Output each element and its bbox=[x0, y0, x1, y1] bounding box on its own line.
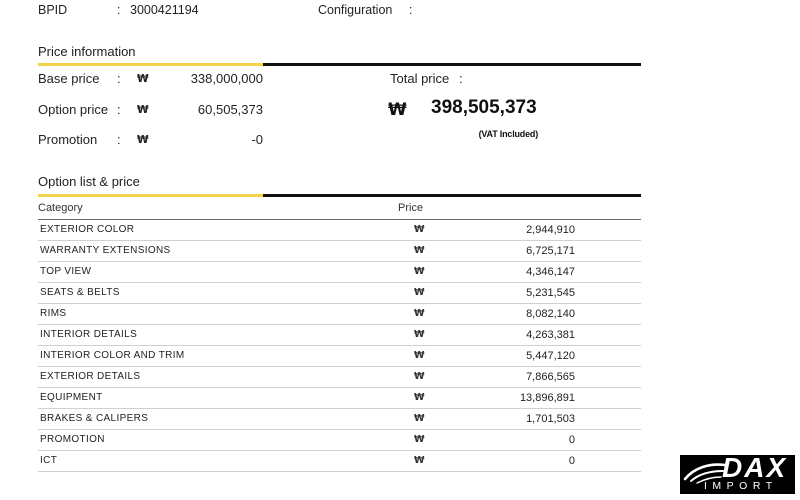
logo-brand: DAX bbox=[722, 455, 788, 483]
table-header bbox=[38, 198, 641, 220]
table-row bbox=[38, 241, 641, 262]
won-currency-symbol: ₩ bbox=[388, 100, 407, 120]
promotion-value: -0 bbox=[251, 132, 263, 147]
option-category: INTERIOR COLOR AND TRIM bbox=[40, 350, 185, 361]
promotion-label: Promotion bbox=[38, 132, 98, 147]
bpid-value: 3000421194 bbox=[130, 3, 199, 17]
divider-accent bbox=[38, 63, 263, 66]
divider-main bbox=[263, 63, 641, 66]
base-price-value: 338,000,000 bbox=[190, 71, 263, 86]
base-price-separator: : bbox=[117, 71, 121, 86]
option-category: SEATS & BELTS bbox=[40, 287, 120, 298]
option-category: WARRANTY EXTENSIONS bbox=[40, 245, 171, 256]
option-price: 8,082,140 bbox=[526, 308, 575, 320]
won-currency-symbol: ₩ bbox=[414, 455, 425, 466]
won-currency-symbol: ₩ bbox=[414, 266, 425, 277]
total-price-label: Total price bbox=[390, 71, 450, 86]
option-price: 7,866,565 bbox=[526, 371, 575, 383]
column-header-category: Category bbox=[38, 202, 83, 214]
option-price-value: 60,505,373 bbox=[197, 102, 263, 117]
bpid-label: BPID bbox=[38, 3, 68, 17]
option-category: EQUIPMENT bbox=[40, 392, 103, 403]
price-information-title: Price information bbox=[38, 44, 136, 59]
logo-tagline: IMPORT bbox=[704, 480, 778, 492]
won-currency-symbol: ₩ bbox=[414, 224, 425, 235]
option-price: 4,346,147 bbox=[526, 266, 575, 278]
dax-import-logo bbox=[680, 455, 795, 494]
option-price: 5,231,545 bbox=[526, 287, 575, 299]
option-price: 5,447,120 bbox=[526, 350, 575, 362]
divider-main bbox=[263, 194, 641, 197]
option-list-title: Option list & price bbox=[38, 174, 140, 189]
base-price-label: Base price bbox=[38, 71, 100, 86]
won-currency-symbol: ₩ bbox=[414, 392, 425, 403]
won-currency-symbol: ₩ bbox=[414, 434, 425, 445]
option-price: 0 bbox=[568, 434, 575, 446]
table-row bbox=[38, 304, 641, 325]
table-row bbox=[38, 388, 641, 409]
option-price-label: Option price bbox=[38, 102, 109, 117]
option-price: 0 bbox=[568, 455, 575, 467]
table-row bbox=[38, 430, 641, 451]
section-divider bbox=[38, 194, 641, 197]
configuration-label: Configuration bbox=[318, 3, 393, 17]
won-currency-symbol: ₩ bbox=[414, 329, 425, 340]
option-category: RIMS bbox=[40, 308, 67, 319]
section-divider bbox=[38, 63, 641, 66]
column-header-price: Price bbox=[398, 202, 424, 214]
configuration-separator: : bbox=[409, 3, 413, 17]
won-currency-symbol: ₩ bbox=[414, 287, 425, 298]
table-row bbox=[38, 283, 641, 304]
table-row bbox=[38, 346, 641, 367]
option-category: ICT bbox=[40, 455, 58, 466]
option-price: 4,263,381 bbox=[526, 329, 575, 341]
total-price-value: 398,505,373 bbox=[431, 97, 537, 118]
won-currency-symbol: ₩ bbox=[414, 371, 425, 382]
table-row bbox=[38, 262, 641, 283]
option-price: 6,725,171 bbox=[526, 245, 575, 257]
option-price-separator: : bbox=[117, 102, 121, 117]
table-row bbox=[38, 409, 641, 430]
option-price: 2,944,910 bbox=[526, 224, 575, 236]
promotion-separator: : bbox=[117, 132, 121, 147]
option-category: INTERIOR DETAILS bbox=[40, 329, 138, 340]
total-price-separator: : bbox=[459, 71, 463, 86]
won-currency-symbol: ₩ bbox=[414, 308, 425, 319]
option-category: EXTERIOR COLOR bbox=[40, 224, 135, 235]
divider-accent bbox=[38, 194, 263, 197]
table-row bbox=[38, 325, 641, 346]
bpid-separator: : bbox=[117, 3, 121, 17]
table-row bbox=[38, 451, 641, 472]
won-currency-symbol: ₩ bbox=[414, 413, 425, 424]
won-currency-symbol: ₩ bbox=[414, 350, 425, 361]
option-table bbox=[38, 198, 641, 472]
won-currency-symbol: ₩ bbox=[137, 134, 149, 146]
table-row bbox=[38, 367, 641, 388]
won-currency-symbol: ₩ bbox=[414, 245, 425, 256]
won-currency-symbol: ₩ bbox=[137, 104, 149, 116]
option-price: 13,896,891 bbox=[519, 392, 575, 404]
vat-included-note: (VAT Included) bbox=[478, 129, 538, 139]
option-category: BRAKES & CALIPERS bbox=[40, 413, 149, 424]
won-currency-symbol: ₩ bbox=[137, 73, 149, 85]
option-category: EXTERIOR DETAILS bbox=[40, 371, 141, 382]
table-row bbox=[38, 220, 641, 241]
option-category: TOP VIEW bbox=[40, 266, 92, 277]
option-price: 1,701,503 bbox=[526, 413, 575, 425]
option-category: PROMOTION bbox=[40, 434, 105, 445]
